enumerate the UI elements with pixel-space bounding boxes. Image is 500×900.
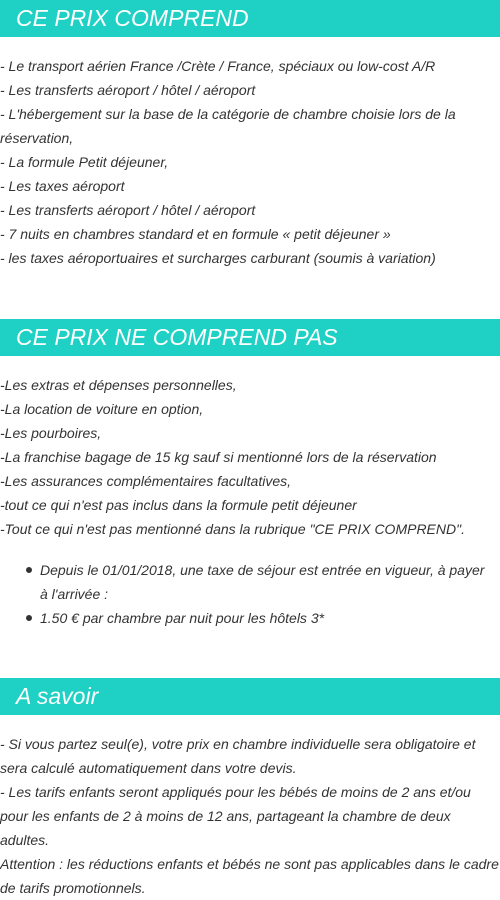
included-item: - Le transport aérien France /Crète / France, spéciaux ou low-cost A/R (0, 58, 436, 74)
info-item: Attention : les réductions enfants et bébés ne sont pas applicables dans le cadre de tarifs promotionnels. (0, 856, 499, 896)
section-header-a-savoir: A savoir (0, 678, 500, 715)
bullet-item (40, 558, 500, 606)
info-item: - Les tarifs enfants seront appliqués pour les bébés de moins de 2 ans et/ou pour les enfants de 2 à moins de 12 ans, partageant la chambre de deux adultes. (0, 784, 471, 848)
excluded-item: -La franchise bagage de 15 kg sauf si mentionné lors de la réservation (0, 449, 437, 465)
included-item: - La formule Petit déjeuner, (0, 154, 169, 170)
bullet-item (40, 606, 500, 630)
included-item: - L'hébergement sur la base de la catégorie de chambre choisie lors de la réservation, (0, 106, 456, 146)
excluded-item: -Les extras et dépenses personnelles, (0, 377, 237, 393)
section-header-ce-prix-comprend: CE PRIX COMPREND (0, 0, 500, 37)
included-item: - 7 nuits en chambres standard et en formule « petit déjeuner » (0, 226, 391, 242)
excluded-list (0, 373, 500, 541)
excluded-item: -Tout ce qui n'est pas mentionné dans la rubrique "CE PRIX COMPREND". (0, 521, 465, 537)
included-item: - Les taxes aéroport (0, 178, 125, 194)
bullet-dot-icon (26, 567, 32, 573)
info-item: - Si vous partez seul(e), votre prix en chambre individuelle sera obligatoire et sera calculé automatiquement dans votre devis. (0, 736, 476, 776)
excluded-item: -Les pourboires, (0, 425, 102, 441)
included-list (0, 54, 500, 270)
included-item: - Les transferts aéroport / hôtel / aéroport (0, 202, 256, 218)
bullet-text: Depuis le 01/01/2018, une taxe de séjour est entrée en vigueur, à payer à l'arrivée : (40, 562, 485, 602)
excluded-item: -Les assurances complémentaires facultatives, (0, 473, 292, 489)
included-item: - Les transferts aéroport / hôtel / aéroport (0, 82, 256, 98)
bullet-dot-icon (26, 615, 32, 621)
bullet-text: 1.50 € par chambre par nuit pour les hôtels 3* (40, 610, 325, 626)
excluded-item: -tout ce qui n'est pas inclus dans la formule petit déjeuner (0, 497, 357, 513)
included-item: - les taxes aéroportuaires et surcharges carburant (soumis à variation) (0, 250, 436, 266)
section-header-ce-prix-ne-comprend-pas: CE PRIX NE COMPREND PAS (0, 319, 500, 356)
excluded-item: -La location de voiture en option, (0, 401, 204, 417)
tax-bullet-list (0, 558, 500, 630)
